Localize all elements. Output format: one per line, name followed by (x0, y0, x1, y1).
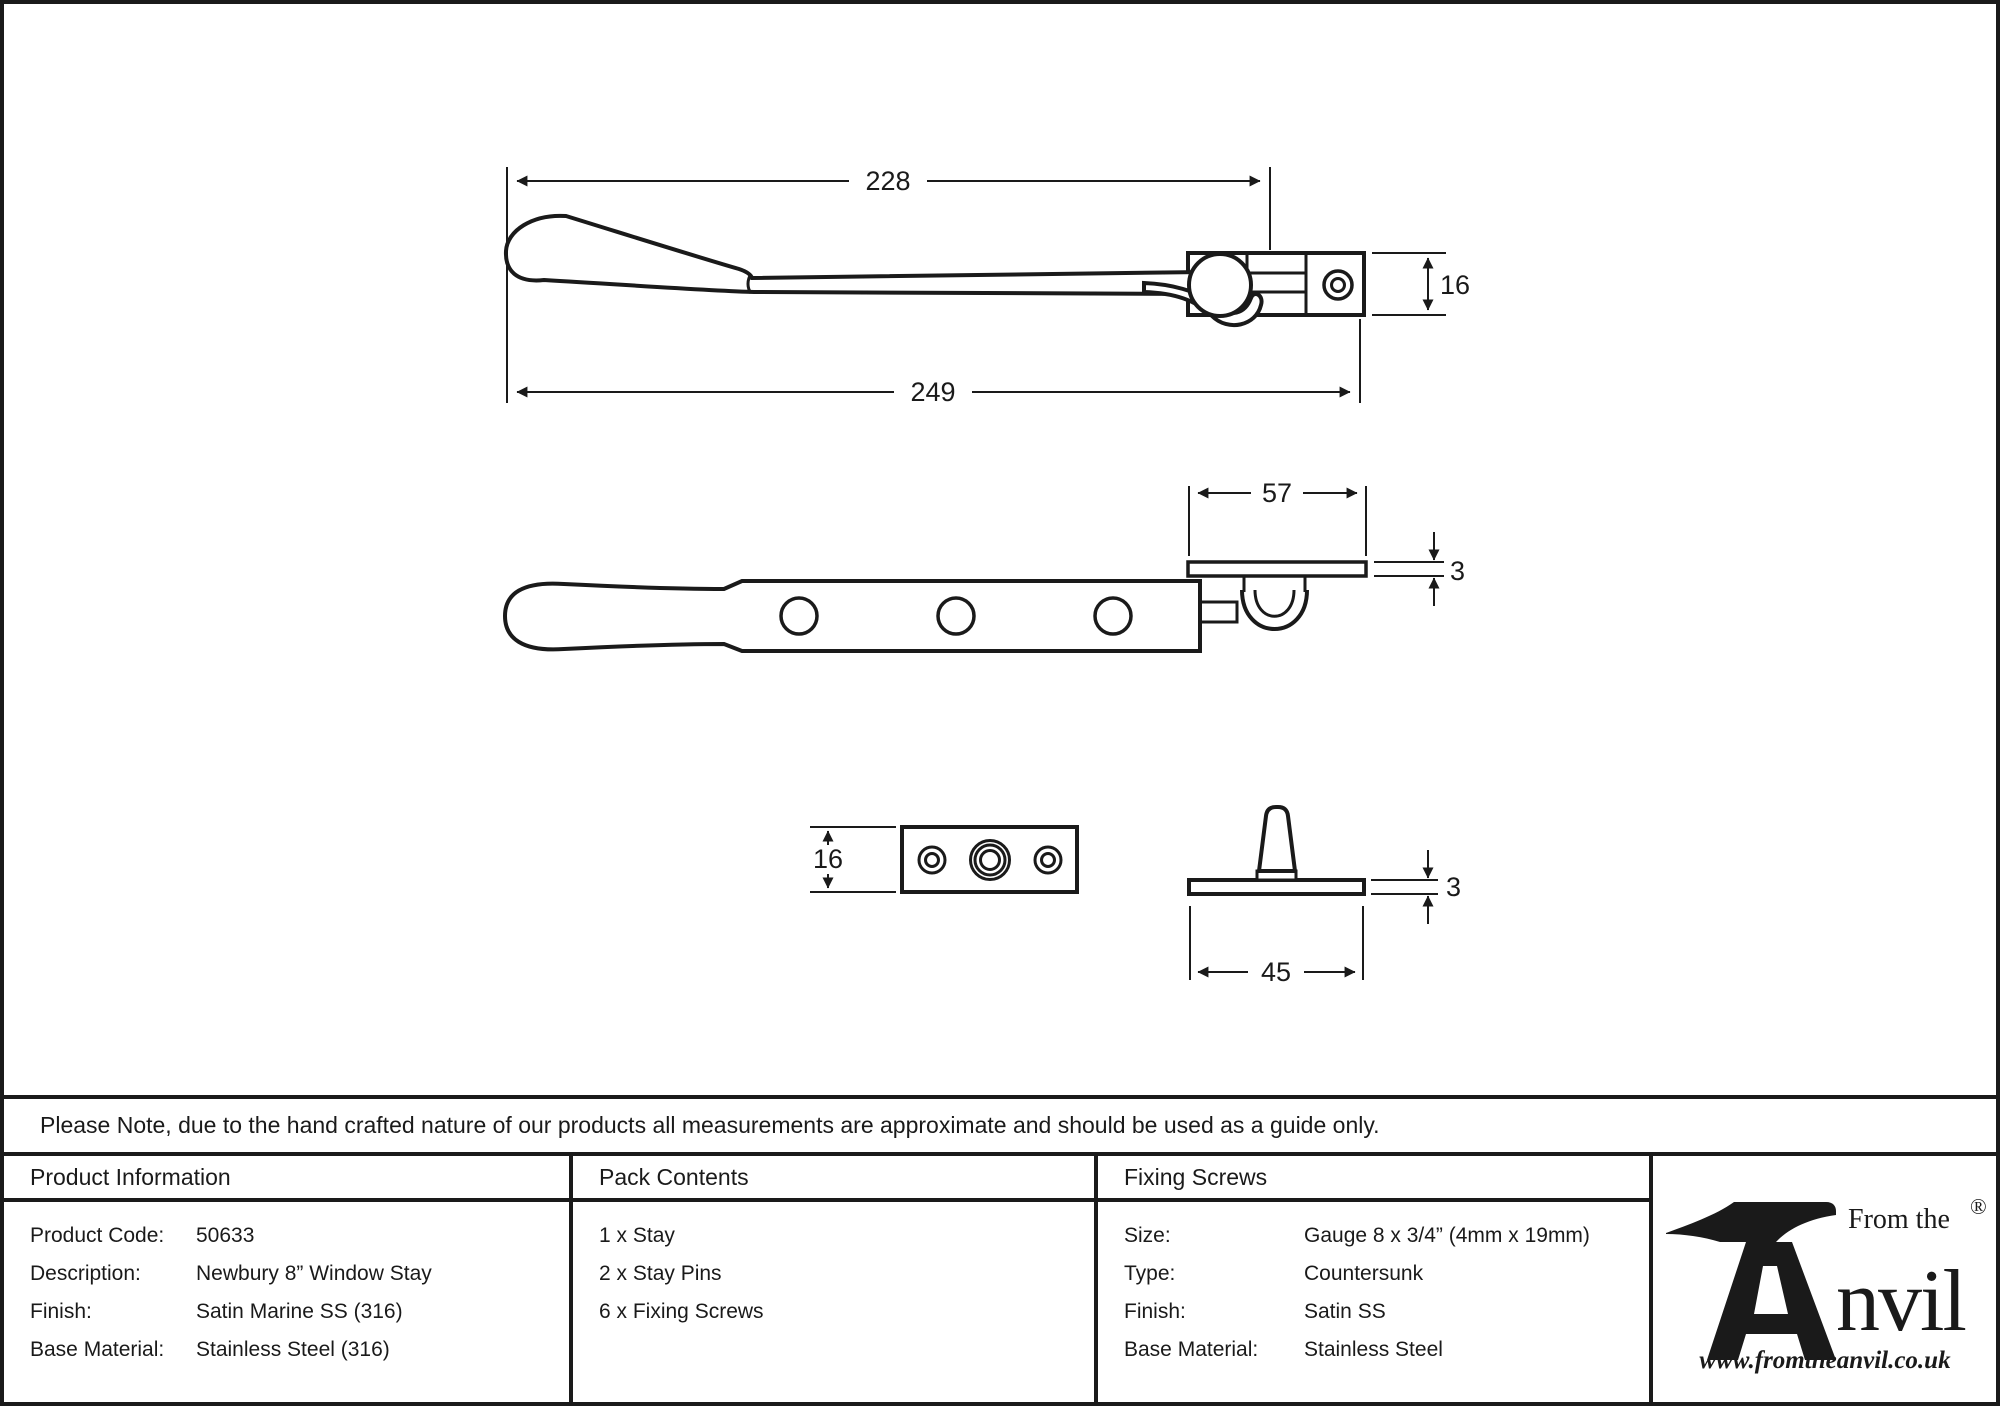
fixing-screws-body (1098, 1202, 1649, 1402)
measurement-note (4, 1095, 1996, 1156)
list-item: 2 x Stay Pins (599, 1262, 722, 1285)
row-label: Size: (1124, 1224, 1171, 1247)
row-label: Product Code: (30, 1224, 165, 1247)
row-label: Finish: (1124, 1300, 1186, 1323)
pack-contents-body (573, 1202, 1094, 1402)
table-row (30, 1255, 569, 1293)
list-item: 1 x Stay (599, 1224, 675, 1247)
from-the-anvil-logo (1660, 1182, 1990, 1377)
row-value: 50633 (196, 1224, 255, 1247)
product-information-body (4, 1202, 569, 1402)
table-row (1124, 1331, 1649, 1369)
stay-pin-dimensions (1190, 850, 1438, 989)
row-value: Countersunk (1304, 1262, 1424, 1285)
table-row (1124, 1293, 1649, 1331)
list-item: 6 x Fixing Screws (599, 1300, 764, 1323)
product-info-table (4, 1156, 1996, 1402)
table-row (30, 1331, 569, 1369)
table-row (1124, 1255, 1649, 1293)
dim-pin-base-thickness: 3 (1446, 872, 1462, 902)
row-value: Newbury 8” Window Stay (196, 1262, 432, 1285)
dim-keep-plate-width: 16 (812, 844, 844, 874)
fixing-screws-header: Fixing Screws (1098, 1156, 1649, 1202)
pack-contents-column (573, 1156, 1098, 1402)
dim-keep-plate-length: 57 (1261, 478, 1293, 508)
row-value: Stainless Steel (316) (196, 1338, 390, 1361)
product-information-column (4, 1156, 573, 1402)
fixing-screws-column (1098, 1156, 1653, 1402)
row-value: Gauge 8 x 3/4” (4mm x 19mm) (1304, 1224, 1590, 1247)
keep-plate-plan-view (902, 827, 1077, 892)
dim-keep-plate-thickness: 3 (1450, 556, 1466, 586)
dim-pin-base-width: 45 (1260, 957, 1292, 987)
info-section (4, 1095, 1996, 1402)
stay-side-view (506, 216, 1364, 325)
row-label: Base Material: (30, 1338, 165, 1361)
measurement-note-text: Please Note, due to the hand crafted nature of our products all measurements are approximate and should be used as a guide only. (40, 1112, 1380, 1138)
anvil-icon (1666, 1202, 1836, 1360)
logo-from-the-text: From the (1847, 1203, 1950, 1235)
table-row (1124, 1217, 1649, 1255)
row-value: Stainless Steel (1304, 1338, 1443, 1361)
brand-logo-cell (1653, 1156, 1996, 1402)
registered-trademark-icon: ® (1969, 1193, 1987, 1219)
dim-stay-overall-length: 249 (910, 377, 956, 407)
stay-plan-view (505, 562, 1366, 651)
row-label: Finish: (30, 1300, 92, 1323)
logo-website-text: www.fromtheanvil.co.uk (1698, 1346, 1951, 1374)
row-label: Base Material: (1124, 1338, 1259, 1361)
table-row (30, 1293, 569, 1331)
product-information-header: Product Information (4, 1156, 569, 1202)
row-value: Satin Marine SS (316) (196, 1300, 403, 1323)
dim-stay-length-to-pivot: 228 (865, 166, 911, 196)
stay-plan-dimensions (1189, 476, 1444, 606)
dim-stay-end-height: 16 (1440, 270, 1471, 300)
row-value: Satin SS (1304, 1300, 1386, 1323)
technical-drawing (4, 4, 1996, 1095)
pack-contents-header: Pack Contents (573, 1156, 1094, 1202)
stay-pin-view (1189, 807, 1364, 894)
row-label: Description: (30, 1262, 141, 1285)
row-label: Type: (1124, 1262, 1176, 1285)
table-row (30, 1217, 569, 1255)
logo-anvil-text: nvil (1835, 1252, 1965, 1350)
